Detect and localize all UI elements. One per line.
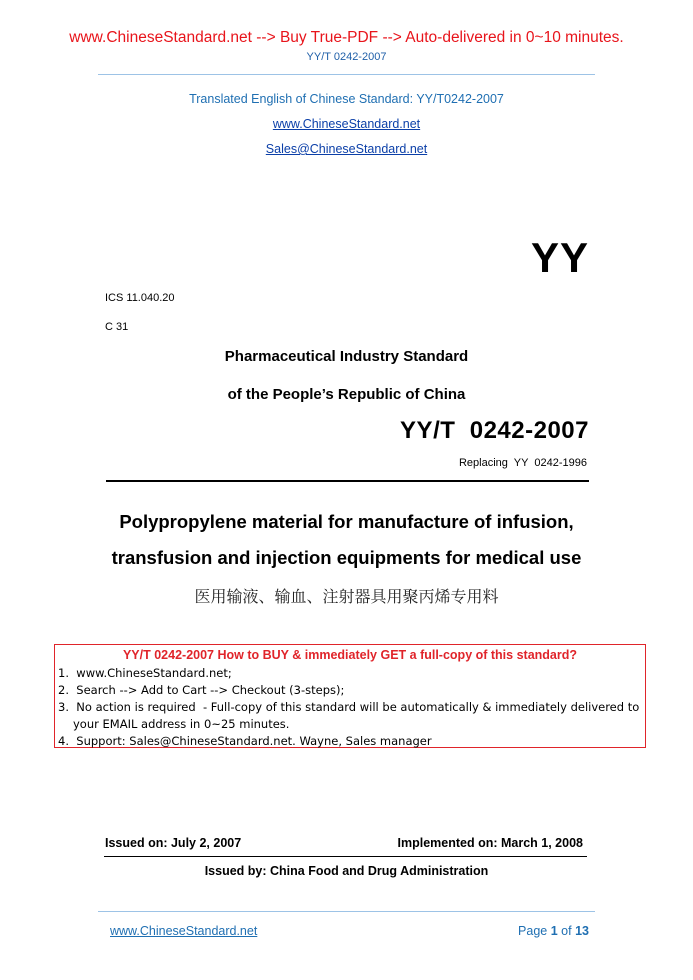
page-current: 1 — [550, 924, 558, 938]
purchase-step-3-cont: your EMAIL address in 0~25 minutes. — [73, 717, 290, 731]
dates-divider — [104, 856, 587, 857]
header-divider — [98, 74, 595, 75]
purchase-info-box — [54, 644, 646, 748]
page-of: of — [561, 924, 572, 938]
header-standard-code: YY/T 0242-2007 — [306, 51, 387, 63]
page-total: 13 — [575, 924, 589, 938]
title-divider — [106, 480, 589, 482]
footer-website-link[interactable]: www.ChineseStandard.net — [110, 924, 258, 938]
issuing-authority: Issued by: China Food and Drug Administration — [204, 864, 489, 878]
issued-on-date: Issued on: July 2, 2007 — [105, 836, 242, 850]
footer-divider — [98, 911, 595, 912]
implemented-on-date: Implemented on: March 1, 2008 — [397, 836, 583, 850]
standard-type-line2: of the People’s Republic of China — [227, 386, 466, 403]
standard-mark: YY — [530, 234, 589, 281]
standard-code: YY/T 0242-2007 — [400, 417, 589, 444]
email-link[interactable]: Sales@ChineseStandard.net — [265, 142, 428, 156]
ccs-code: C 31 — [105, 321, 129, 333]
title-english-line2: transfusion and injection equipments for medical use — [111, 547, 582, 568]
website-link[interactable]: www.ChineseStandard.net — [272, 117, 421, 131]
ics-code: ICS 11.040.20 — [105, 292, 175, 304]
title-chinese: 医用输液、输血、注射器具用聚丙烯专用料 — [194, 587, 499, 606]
title-english-line1: Polypropylene material for manufacture of infusion, — [119, 511, 574, 532]
page-label: Page — [518, 924, 548, 938]
page-indicator — [518, 924, 589, 938]
purchase-step-2: 2. Search --> Add to Cart --> Checkout (3-steps); — [58, 683, 345, 697]
standard-type-line1: Pharmaceutical Industry Standard — [224, 348, 469, 365]
purchase-heading: YY/T 0242-2007 How to BUY & immediately GET a full-copy of this standard? — [122, 648, 578, 662]
purchase-step-1[interactable]: 1. www.ChineseStandard.net; — [58, 666, 232, 680]
purchase-step-3: 3. No action is required - Full-copy of this standard will be automatically & immediately delivered to — [58, 700, 640, 714]
purchase-step-4: 4. Support: Sales@ChineseStandard.net. Wayne, Sales manager — [58, 734, 432, 748]
replacing-note: Replacing YY 0242-1996 — [458, 457, 587, 469]
top-banner[interactable]: www.ChineseStandard.net --> Buy True-PDF --> Auto-delivered in 0~10 minutes. — [69, 29, 624, 46]
translated-notice: Translated English of Chinese Standard: YY/T0242-2007 — [189, 92, 504, 106]
